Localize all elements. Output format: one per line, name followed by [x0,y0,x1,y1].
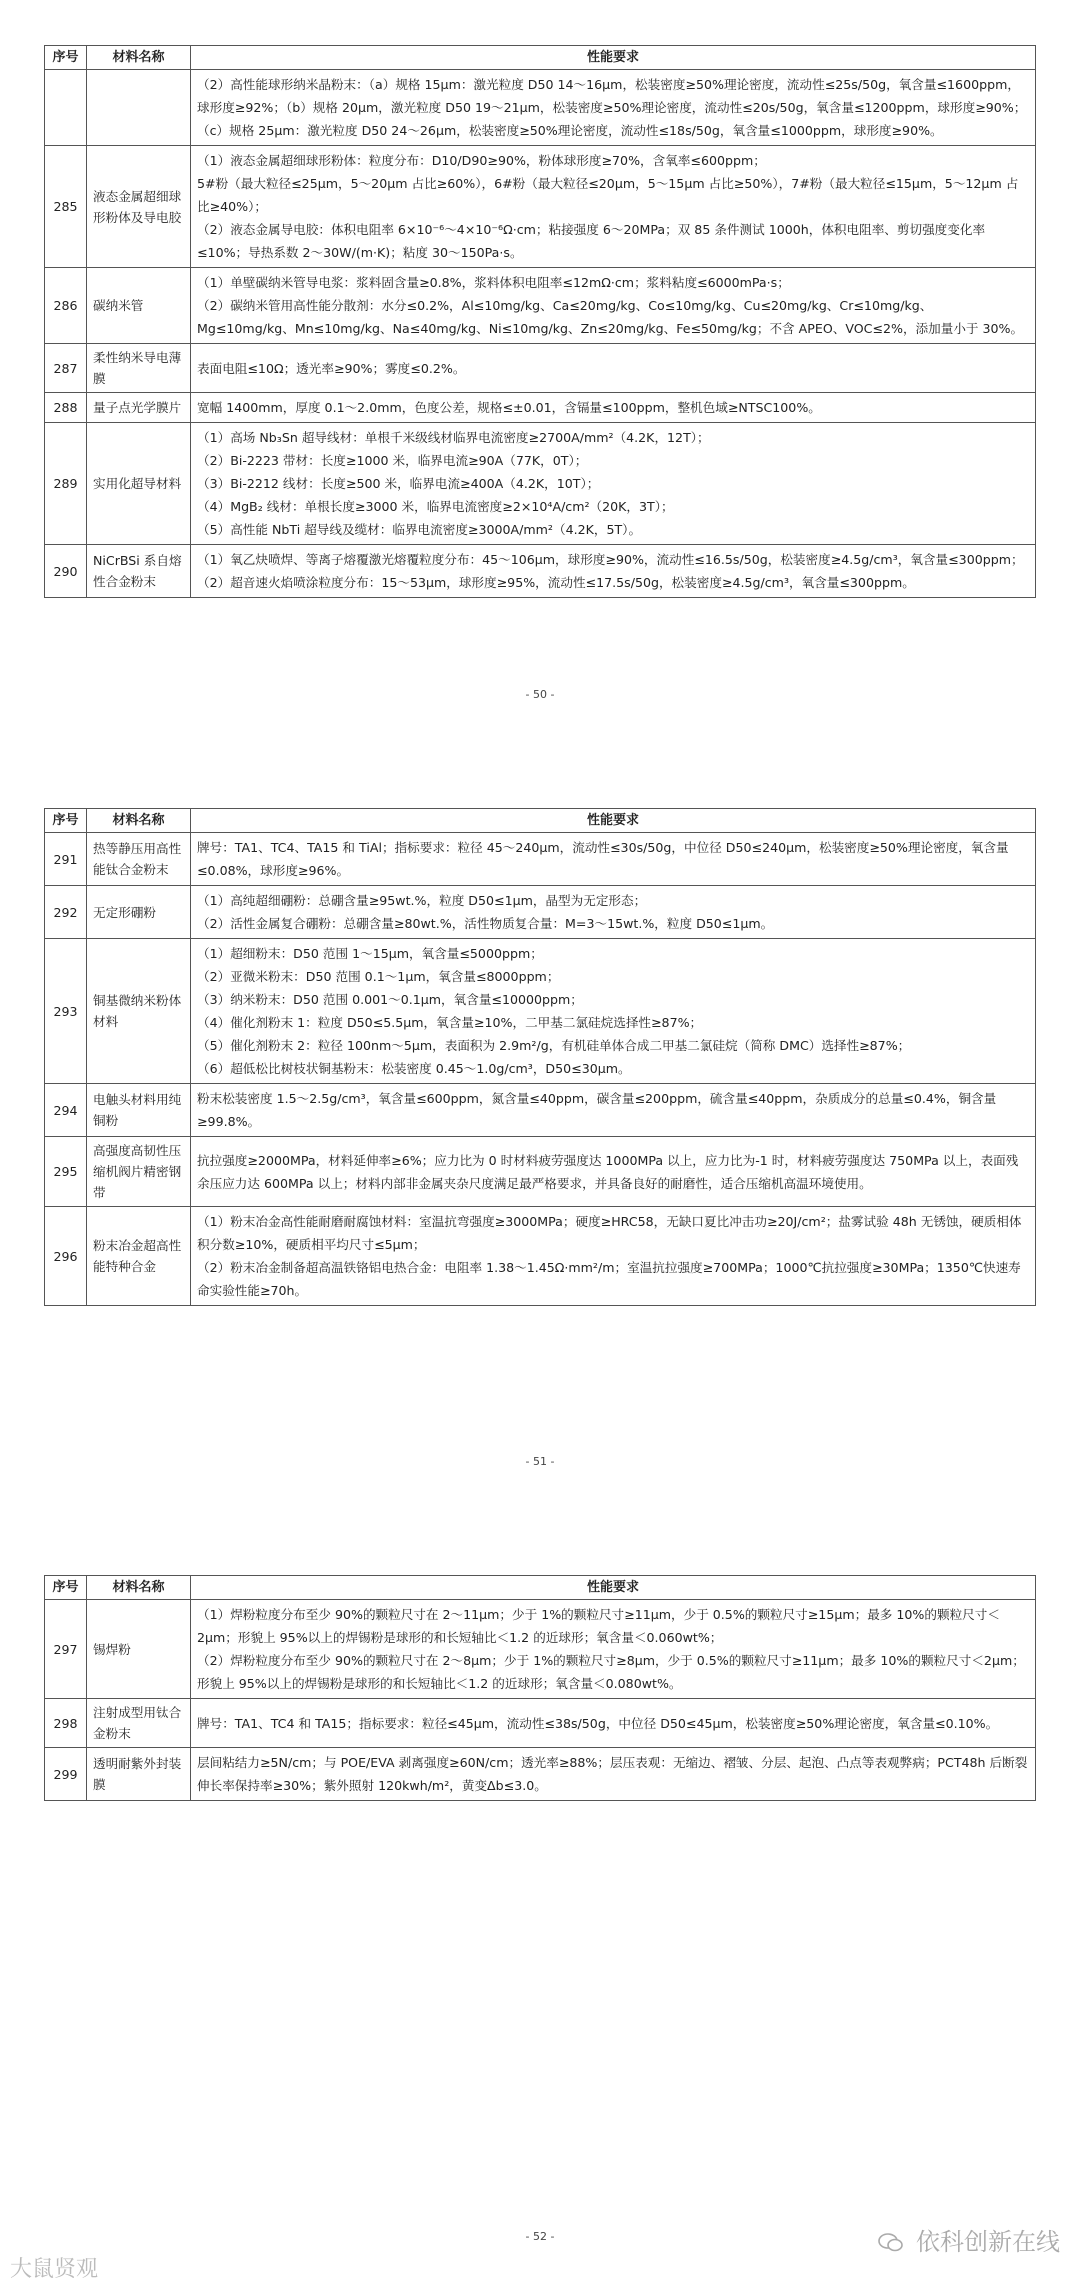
req-line: （6）超低松比树枝状铜基粉末：松装密度 0.45～1.0g/cm³，D50≤30μm。 [197,1061,631,1076]
table-row [45,393,1036,423]
table-row [45,1600,1036,1699]
table-header-row [45,46,1036,70]
header-name: 材料名称 [87,1576,191,1600]
table-row [45,1699,1036,1748]
row-num: 286 [45,268,87,344]
req-line: 抗拉强度≥2000MPa，材料延伸率≥6%；应力比为 0 时材料疲劳强度达 1000MPa 以上，应力比为-1 时，材料疲劳强度达 750MPa 以上，表面残余压应力达 600MPa 以上；材料内部非金属夹杂尺度满足最严格要求，并具备良好的耐磨性，适合压缩机高温环境使用。 [197,1152,1019,1191]
row-name: 液态金属超细球形粉体及导电胶 [87,146,191,268]
row-num: 292 [45,886,87,939]
header-name: 材料名称 [87,46,191,70]
row-name [87,70,191,146]
req-line: （2）液态金属导电胶：体积电阻率 6×10⁻⁶～4×10⁻⁶Ω·cm；粘接强度 6～20MPa；双 85 条件测试 1000h，体积电阻率、剪切强度变化率≤10%；导热系数 2～30W/(m·K)；粘度 30～150Pa·s。 [197,222,986,260]
req-line: 层间粘结力≥5N/cm；与 POE/EVA 剥离强度≥60N/cm；透光率≥88%；层压表观：无缩边、褶皱、分层、起泡、凸点等表观弊病；PCT48h 后断裂伸长率保持率≥30%；紫外照射 120kwh/m²，黄变Δb≤3.0。 [197,1755,1028,1793]
table-row [45,1084,1036,1137]
row-name: 锡焊粉 [87,1600,191,1699]
req-line: （4）MgB₂ 线材：单根长度≥3000 米，临界电流密度≥2×10⁴A/cm²（20K，3T）； [197,499,674,514]
req-line: （4）催化剂粉末 1：粒度 D50≤5.5μm，氧含量≥10%，二甲基二氯硅烷选择性≥87%； [197,1015,703,1030]
row-name: 碳纳米管 [87,268,191,344]
header-seq: 序号 [45,46,87,70]
row-num: 291 [45,833,87,886]
row-name: 量子点光学膜片 [87,393,191,423]
row-num: 285 [45,146,87,268]
req-line: （2）焊粉粒度分布至少 90%的颗粒尺寸在 2～8μm；少于 1%的颗粒尺寸≥8μm，少于 0.5%的颗粒尺寸≥11μm；最多 10%的颗粒尺寸＜2μm；形貌上 95%以上的焊锡粉是球形的和长短轴比＜1.2 的近球形；氧含量＜0.080wt%。 [197,1653,1025,1691]
header-seq: 序号 [45,1576,87,1600]
row-name: 注射成型用钛合金粉末 [87,1699,191,1748]
row-req [191,939,1036,1084]
table-row [45,833,1036,886]
req-line: （2）超音速火焰喷涂粒度分布：15～53μm，球形度≥95%，流动性≤17.5s/50g，松装密度≥4.5g/cm³，氧含量≤300ppm。 [197,575,915,590]
page-number: - 52 - [525,2230,555,2243]
header-req: 性能要求 [191,46,1036,70]
req-line: （1）超细粉末：D50 范围 1～15μm，氧含量≤5000ppm； [197,946,543,961]
row-req [191,1084,1036,1137]
row-num: 297 [45,1600,87,1699]
req-line: （1）粉末冶金高性能耐磨耐腐蚀材料：室温抗弯强度≥3000MPa；硬度≥HRC58，无缺口夏比冲击功≥20J/cm²；盐雾试验 48h 无锈蚀，硬质相体积分数≥10%，硬质相平均尺寸≤5μm； [197,1214,1022,1252]
table-page-51 [44,808,1036,1306]
page-number: - 51 - [525,1455,555,1468]
row-num [45,70,87,146]
header-name: 材料名称 [87,809,191,833]
row-req [191,344,1036,393]
row-name: 粉末冶金超高性能特种合金 [87,1207,191,1306]
row-name: 热等静压用高性能钛合金粉末 [87,833,191,886]
table-row [45,886,1036,939]
req-line: （2）高性能球形纳米晶粉末：（a）规格 15μm：激光粒度 D50 14～16μm，松装密度≥50%理论密度，流动性≤25s/50g，氧含量≤1600ppm，球形度≥92%；（b）规格 20μm，激光粒度 D50 19～21μm，松装密度≥50%理论密度，流动性≤20s/50g，氧含量≤1200ppm，球形度≥90%；（c）规格 25μm：激光粒度 D50 24～26μm，松装密度≥50%理论密度，流动性≤18s/50g，氧含量≤1000ppm，球形度≥90%。 [197,77,1027,138]
table-row [45,70,1036,146]
row-req [191,545,1036,598]
req-line: （1）液态金属超细球形粉体：粒度分布：D10/D90≥90%，粉体球形度≥70%，含氧率≤600ppm； [197,153,766,168]
wechat-icon [878,2233,904,2253]
watermark-right [878,2222,1060,2257]
row-num: 290 [45,545,87,598]
req-line: （1）单壁碳纳米管导电浆：浆料固含量≥0.8%，浆料体积电阻率≤12mΩ·cm；浆料粘度≤6000mPa·s； [197,275,790,290]
req-line: （2）碳纳米管用高性能分散剂：水分≤0.2%，Al≤10mg/kg、Ca≤20mg/kg、Co≤10mg/kg、Cu≤20mg/kg、Cr≤10mg/kg、Mg≤10mg/kg、Mn≤10mg/kg、Na≤40mg/kg、Ni≤10mg/kg、Zn≤20mg/kg、Fe≤50mg/kg；不含 APEO、VOC≤2%，添加量小于 30%。 [197,298,1024,336]
row-name: 柔性纳米导电薄膜 [87,344,191,393]
req-line: 牌号：TA1、TC4、TA15 和 TiAl；指标要求：粒径 45～240μm，流动性≤30s/50g，中位径 D50≤240μm，松装密度≥50%理论密度，氧含量≤0.08%，球形度≥96%。 [197,840,1009,878]
req-line: （3）Bi-2212 线材：长度≥500 米，临界电流≥400A（4.2K，10T）； [197,476,600,491]
row-req [191,146,1036,268]
row-req [191,833,1036,886]
watermark-left-text: 大鼠贤观 [10,2257,99,2282]
row-req [191,886,1036,939]
row-num: 294 [45,1084,87,1137]
table-row [45,146,1036,268]
row-name: 无定形硼粉 [87,886,191,939]
row-req [191,423,1036,545]
row-name: 高强度高韧性压缩机阀片精密钢带 [87,1137,191,1207]
req-line: 5#粉（最大粒径≤25μm，5～20μm 占比≥60%），6#粉（最大粒径≤20μm，5～15μm 占比≥50%），7#粉（最大粒径≤15μm，5～12μm 占比≥40%）； [197,176,1019,214]
table-row [45,344,1036,393]
row-num: 298 [45,1699,87,1748]
req-line: （2）粉末冶金制备超高温铁铬铝电热合金：电阻率 1.38～1.45Ω·mm²/m；室温抗拉强度≥700MPa；1000℃抗拉强度≥30MPa；1350℃快速寿命实验性能≥70h。 [197,1260,1021,1298]
watermark-left [10,2252,98,2283]
table-row [45,423,1036,545]
row-req [191,70,1036,146]
row-name: NiCrBSi 系自熔性合金粉末 [87,545,191,598]
req-line: （3）纳米粉末：D50 范围 0.001～0.1μm，氧含量≤10000ppm； [197,992,583,1007]
row-req [191,1748,1036,1801]
req-line: （5）高性能 NbTi 超导线及缆材：临界电流密度≥3000A/mm²（4.2K，5T）。 [197,522,642,537]
req-line: （2）活性金属复合硼粉：总硼含量≥80wt.%，活性物质复合量：M=3～15wt.%，粒度 D50≤1μm。 [197,916,774,931]
row-num: 289 [45,423,87,545]
watermark-right-text: 依科创新在线 [916,2228,1060,2256]
row-name: 透明耐紫外封装膜 [87,1748,191,1801]
row-name: 铜基微纳米粉体材料 [87,939,191,1084]
req-line: 宽幅 1400mm，厚度 0.1～2.0mm，色度公差，规格≤±0.01，含镉量≤100ppm，整机色域≥NTSC100%。 [197,400,821,415]
req-line: （1）氧乙炔喷焊、等离子熔覆激光熔覆粒度分布：45～106μm，球形度≥90%，流动性≤16.5s/50g，松装密度≥4.5g/cm³，氧含量≤300ppm； [197,552,1024,567]
row-req [191,1699,1036,1748]
table-row [45,939,1036,1084]
table-row [45,1137,1036,1207]
row-req [191,1600,1036,1699]
page-number: - 50 - [525,688,555,701]
row-num: 287 [45,344,87,393]
row-num: 295 [45,1137,87,1207]
req-line: （2）亚微米粉末：D50 范围 0.1～1μm，氧含量≤8000ppm； [197,969,560,984]
row-num: 288 [45,393,87,423]
req-line: 牌号：TA1、TC4 和 TA15；指标要求：粒径≤45μm，流动性≤38s/50g，中位径 D50≤45μm，松装密度≥50%理论密度，氧含量≤0.10%。 [197,1715,999,1731]
row-req [191,1137,1036,1207]
row-req [191,393,1036,423]
header-req: 性能要求 [191,1576,1036,1600]
table-header-row [45,1576,1036,1600]
row-name: 实用化超导材料 [87,423,191,545]
row-num: 299 [45,1748,87,1801]
req-line: （1）焊粉粒度分布至少 90%的颗粒尺寸在 2～11μm；少于 1%的颗粒尺寸≥11μm，少于 0.5%的颗粒尺寸≥15μm；最多 10%的颗粒尺寸＜2μm；形貌上 95%以上的焊锡粉是球形的和长短轴比＜1.2 的近球形；氧含量＜0.060wt%； [197,1607,1000,1645]
req-line: 表面电阻≤10Ω；透光率≥90%；雾度≤0.2%。 [197,360,466,376]
header-seq: 序号 [45,809,87,833]
row-req [191,1207,1036,1306]
req-line: （5）催化剂粉末 2：粒径 100nm～5μm，表面积为 2.9m²/g，有机硅单体合成二甲基二氯硅烷（简称 DMC）选择性≥87%； [197,1038,911,1053]
table-page-50 [44,45,1036,598]
table-row [45,1748,1036,1801]
table-row [45,545,1036,598]
table-header-row [45,809,1036,833]
req-line: （1）高场 Nb₃Sn 超导线材：单根千米级线材临界电流密度≥2700A/mm²（4.2K，12T）； [197,430,710,445]
req-line: 粉末松装密度 1.5～2.5g/cm³，氧含量≤600ppm，氮含量≤40ppm，碳含量≤200ppm，硫含量≤40ppm，杂质成分的总量≤0.4%，铜含量≥99.8%。 [197,1091,997,1129]
req-line: （1）高纯超细硼粉：总硼含量≥95wt.%，粒度 D50≤1μm，晶型为无定形态； [197,893,647,908]
row-name: 电触头材料用纯铜粉 [87,1084,191,1137]
row-num: 296 [45,1207,87,1306]
req-line: （2）Bi-2223 带材：长度≥1000 米，临界电流≥90A（77K，0T）； [197,453,588,468]
table-row [45,268,1036,344]
header-req: 性能要求 [191,809,1036,833]
row-req [191,268,1036,344]
table-page-52 [44,1575,1036,1801]
table-row [45,1207,1036,1306]
row-num: 293 [45,939,87,1084]
